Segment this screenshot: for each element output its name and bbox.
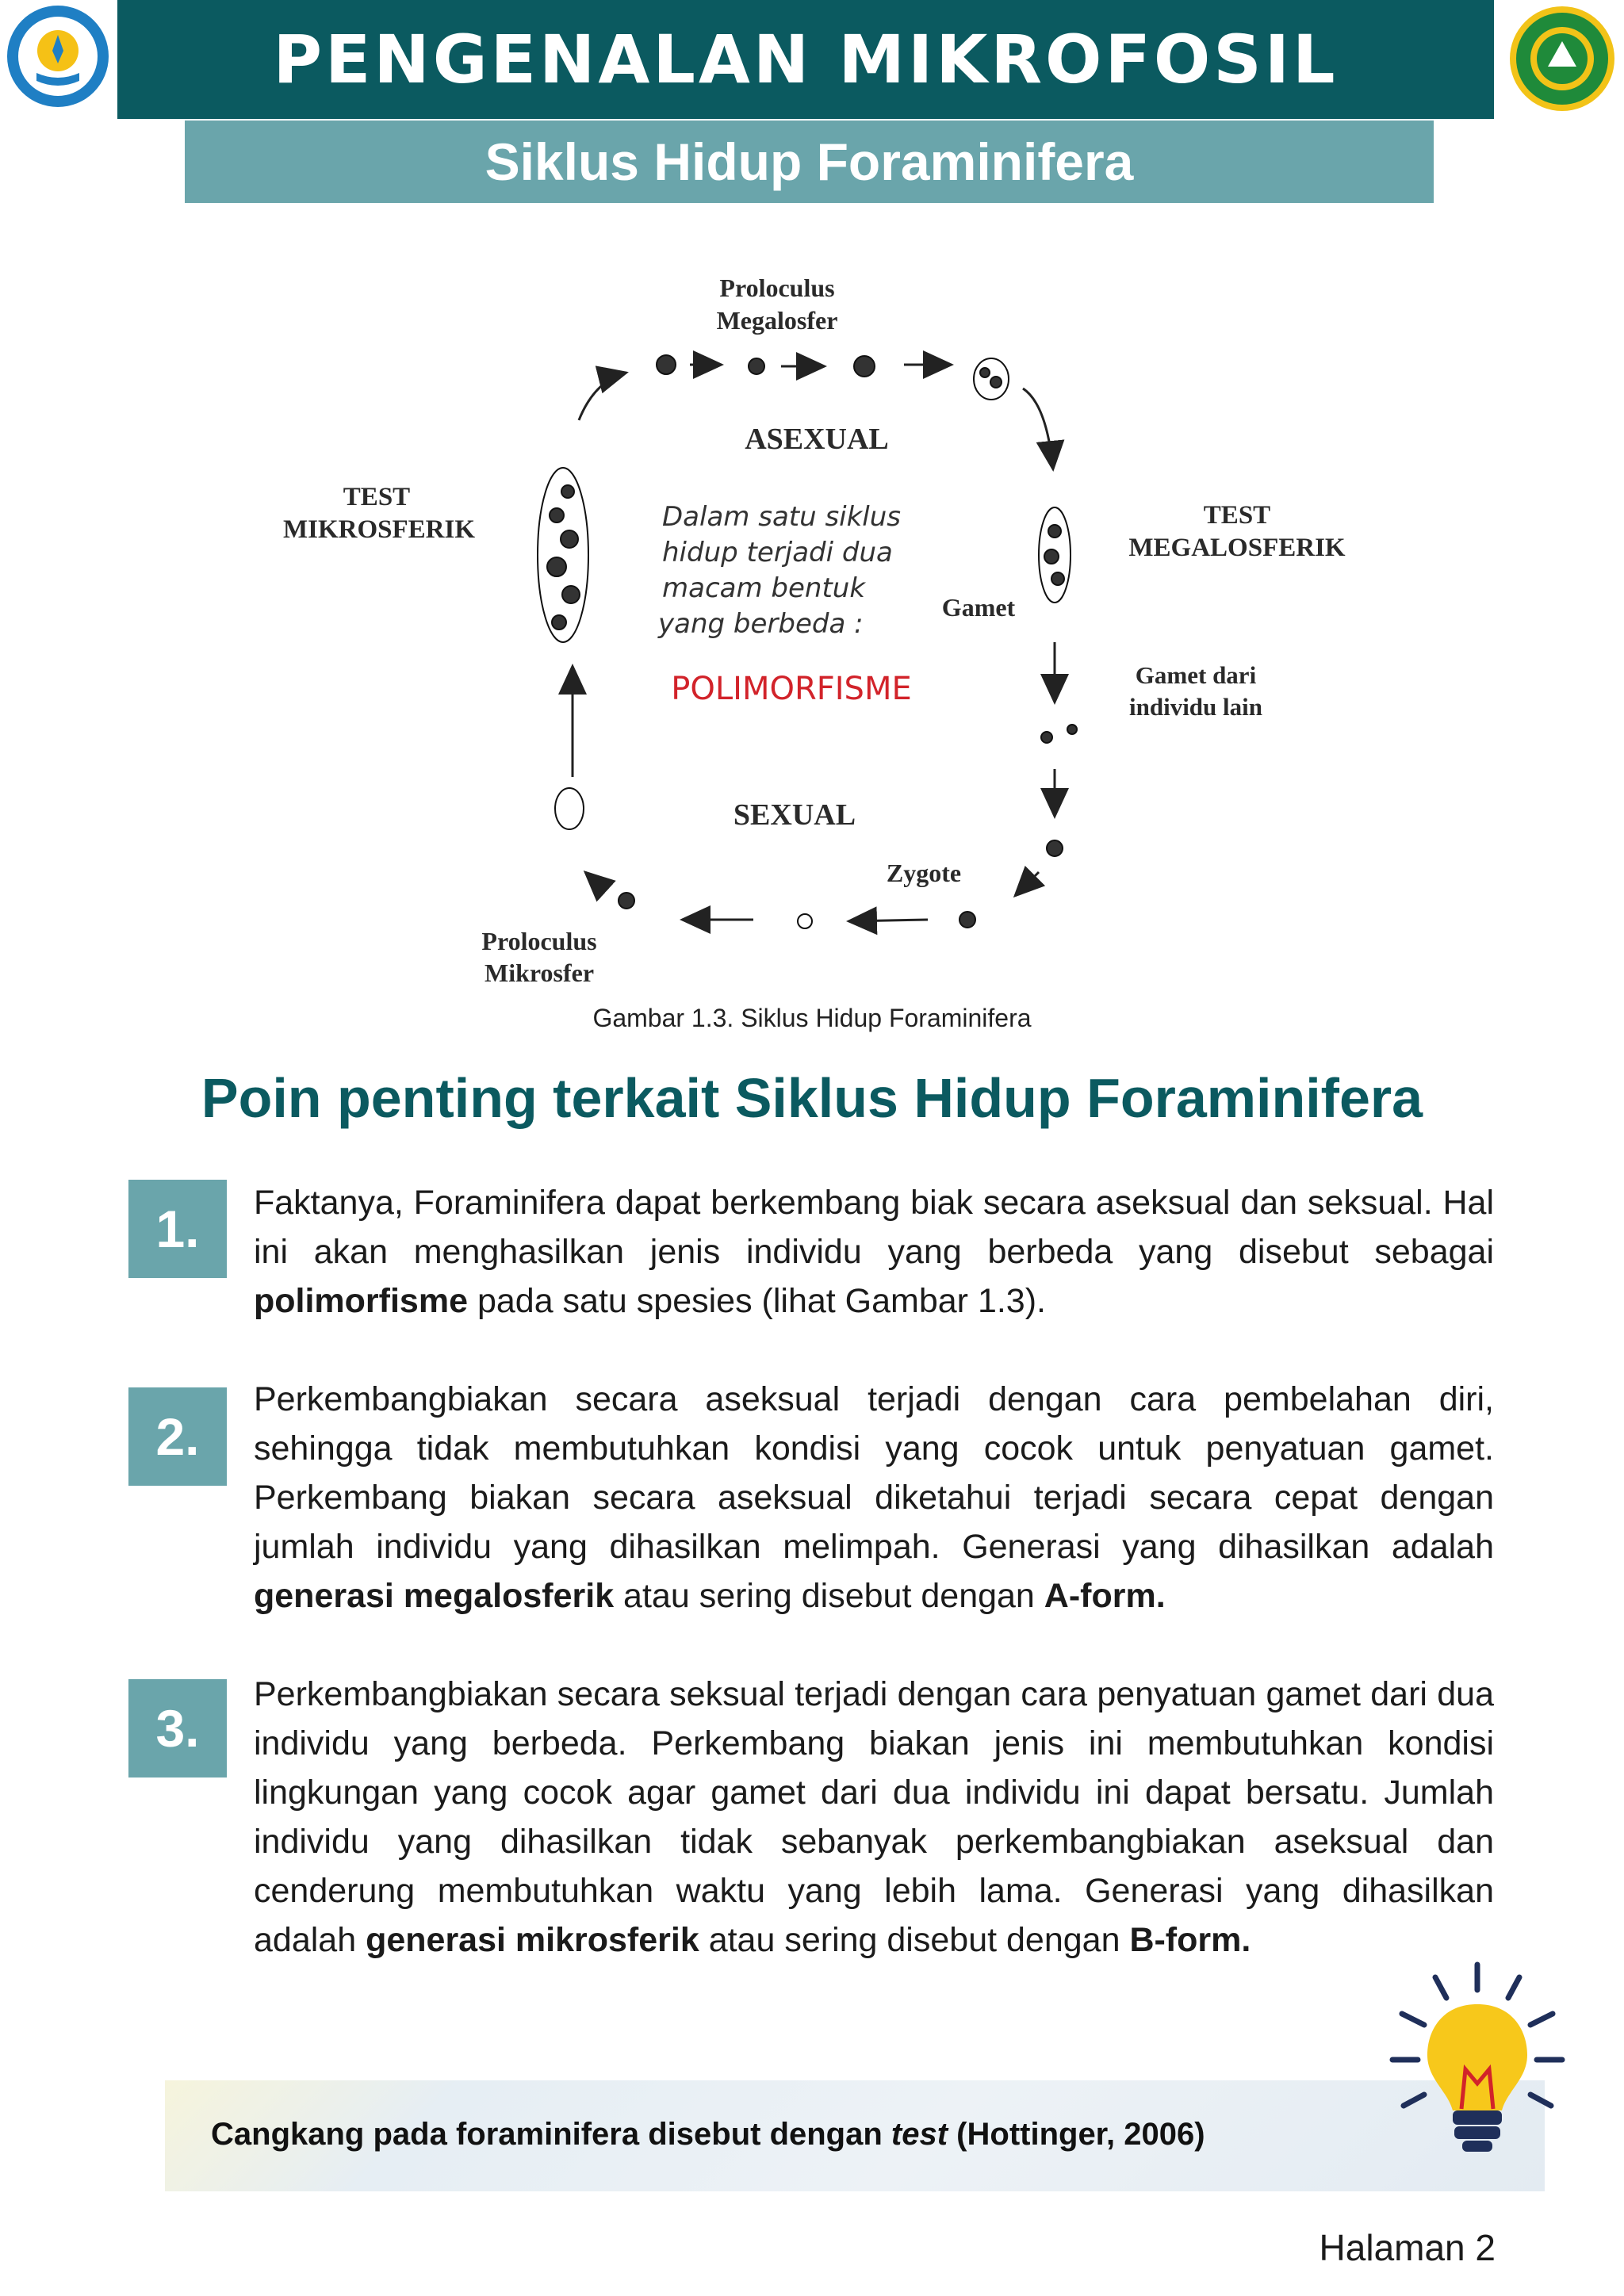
life-cycle-diagram (262, 262, 1372, 1007)
note-line-3: macam bentuk (662, 572, 866, 604)
label-megalosfer: Megalosfer (716, 306, 838, 335)
label-polimorfisme: POLIMORFISME (671, 671, 912, 707)
point-text-1: Faktanya, Foraminifera dapat berkembang biak secara aseksual dan seksual. Hal ini akan menghasilkan jenis individu yang berbeda yang disebut sebagai polimorfisme pada satu spesies (lihat Gambar 1.3). (254, 1184, 1494, 1320)
note-line-4: yang berbeda : (658, 608, 864, 640)
label-gamet-dari: Gamet dari (1135, 661, 1257, 689)
point-number-2: 2. (128, 1387, 227, 1486)
point-number-1: 1. (128, 1180, 227, 1278)
point-text-3: Perkembangbiakan secara seksual terjadi dengan cara penyatuan gamet dari dua individu yang berbeda. Perkembang biakan jenis ini membutuhkan kondisi lingkungan yang cocok agar gamet dari dua individu ini dapat bersatu. Jumlah individu yang dihasilkan tidak sebanyak perkembangbiakan aseksual dan cenderung membutuhkan waktu yang lebih lama. Generasi yang dihasilkan adalah generasi mikrosferik atau sering disebut dengan B-form. (254, 1675, 1494, 1959)
point-text-2: Perkembangbiakan secara aseksual terjadi dengan cara pembelahan diri, sehingga tidak membutuhkan kondisi yang cocok untuk penyatuan gamet. Perkembang biakan secara aseksual diketahui terjadi secara cepat dengan jumlah individu yang dihasilkan melimpah. Generasi yang dihasilkan adalah generasi megalosferik atau sering disebut dengan A-form. (254, 1380, 1494, 1615)
kemdikbud-logo (5, 3, 111, 109)
lightbulb-icon (1386, 1958, 1568, 2164)
label-gamet: Gamet (941, 593, 1016, 622)
label-asexual: ASEXUAL (745, 423, 889, 456)
label-individu-lain: individu lain (1128, 693, 1263, 721)
page-number: Halaman 2 (1319, 2227, 1496, 2268)
note-line-2: hidup terjadi dua (662, 537, 893, 568)
note-line-1: Dalam satu siklus (662, 501, 902, 533)
page-title: PENGENALAN MIKROFOSIL (273, 21, 1339, 98)
label-mikrosfer: Mikrosfer (484, 959, 595, 987)
label-mikrosferik: MIKROSFERIK (282, 515, 476, 544)
label-test-mikrosferik: TEST (343, 483, 411, 511)
figure-caption: Gambar 1.3. Siklus Hidup Foraminifera (592, 1004, 1032, 1032)
point-number-3: 3. (128, 1679, 227, 1777)
label-proloculus-megalosfer: Proloculus (719, 274, 835, 302)
label-proloculus-mikrosfer: Proloculus (481, 927, 597, 955)
note-text: Cangkang pada foraminifera disebut dengan test (Hottinger, 2006) (211, 2117, 1205, 2152)
label-zygote: Zygote (886, 859, 962, 887)
section-heading: Poin penting terkait Siklus Hidup Foraminifera (201, 1067, 1423, 1129)
label-test-megalosferik: TEST (1203, 501, 1271, 530)
label-megalosferik: MEGALOSFERIK (1128, 534, 1346, 562)
label-sexual: SEXUAL (733, 798, 856, 832)
page-subtitle: Siklus Hidup Foraminifera (485, 132, 1134, 191)
subtitle-banner (185, 121, 1434, 203)
title-banner (117, 0, 1494, 119)
university-logo (1507, 3, 1618, 114)
